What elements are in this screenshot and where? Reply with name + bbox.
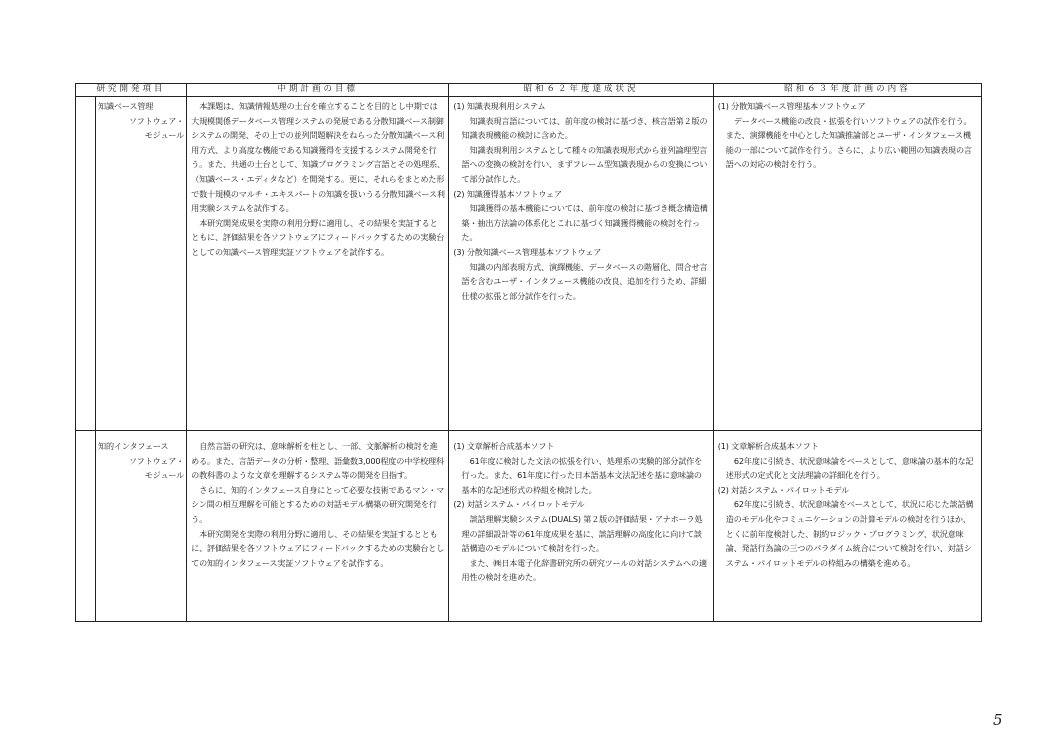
fy62-status-cell xyxy=(449,97,713,431)
research-item-line: ソフトウェア・ xyxy=(128,115,185,126)
research-plan-table xyxy=(75,83,982,622)
section-heading: (1) 分散知識ベース管理基本ソフトウェア xyxy=(717,101,866,111)
header-fy62-status: 昭和６２年度達成状況 xyxy=(449,84,713,97)
section-heading: (1) 文章解析合成基本ソフト xyxy=(717,441,819,451)
goal-paragraph: さらに、知的インタフェース自身にとって必要な技術であるマン・マシン間の相互理解を可能とするための対話モデル構築の研究開発を行う。 xyxy=(191,484,445,524)
header-midterm-goal: 中期計画の目標 xyxy=(187,84,449,97)
research-item-line: モジュール xyxy=(144,130,185,141)
section-heading: (2) 知識獲得基本ソフトウェア xyxy=(453,188,562,199)
table-header-row xyxy=(76,84,982,97)
header-fy63-plan: 昭和６３年度計画の内容 xyxy=(713,84,981,97)
research-item-line: モジュール xyxy=(144,470,185,481)
goal-paragraph: 本研究開発成果を実際の利用分野に適用し、その結果を実証するとともに、評価結果を各ソフトウェアにフィードバックするための実験台としての知識ベース管理実証ソフトウェアを試作する。 xyxy=(191,217,445,257)
section-paragraph: また、㈱日本電子化辞書研究所の研究ツールの対話システムへの適用性の検討を進めた。 xyxy=(461,557,707,583)
fy62-status-cell xyxy=(449,431,713,622)
section-heading: (1) 知識表現利用システム xyxy=(453,101,546,111)
fy63-plan-cell xyxy=(713,431,981,622)
research-item-cell xyxy=(96,431,187,622)
section-paragraph: 62年度に引続き、状況意味論をベースとして、状況に応じた談話構造のモデル化やコミュニケーションの計算モデルの検討を行うほか、とくに前年度検討した、制約ロジック・プログラミング、状況意味論、発話行為論の三つのパラダイム統合について検討を行い、対話システム・パイロットモデルの枠組みの構築を進める。 xyxy=(725,499,974,568)
goal-paragraph: 本課題は、知識情報処理の土台を確立することを目的とし中期では大規模関係データベース管理システムの発展である分散知識ベース制御システムの開発、その上での並列問題解決をねらった分散知識ベース利用方式、より高度な機能である知識獲得を支援するシステム開発を行う。また、共通の土台として、知識プログラミング言語とその処理系、（知識ベース・エディタなど）を開発する。更に、それらをまとめた形で数十規模のマルチ・エキスパートの知識を扱いうる分散知識ベース利用実験システムを試作する。 xyxy=(191,101,446,214)
section-heading: (3) 分散知識ベース管理基本ソフトウェア xyxy=(453,246,602,257)
research-item-line: 知的インタフェース xyxy=(98,441,169,451)
goal-paragraph: 自然言語の研究は、意味解析を柱とし、一部、文脈解析の検討を進める。また、言語データの分析・整理、語彙数3,000程度の中学校理科の教科書のような文章を理解するシステム等の開発を目指す。 xyxy=(191,441,444,481)
section-paragraph: 62年度に引続き、状況意味論をベースとして、意味論の基本的な記述形式の定式化と文法理論の詳細化を行う。 xyxy=(725,455,974,481)
page-number: 5 xyxy=(993,711,1003,729)
left-margin-cell xyxy=(76,431,96,622)
research-item-line: 知識ベース管理 xyxy=(98,101,154,111)
table-row xyxy=(76,431,982,622)
section-paragraph: 知識獲得の基本機能については、前年度の検討に基づき概念構造構築・抽出方法論の体系化とこれに基づく知識獲得機能の検討を行った。 xyxy=(461,203,708,243)
left-margin-cell xyxy=(76,97,96,431)
section-paragraph: データベース機能の改良・拡張を行いソフトウェアの試作を行う。また、演繹機能を中心とした知識推論部とユーザ・インタフェース機能の一部について試作を行う。さらに、より広い範囲の知識表現の言語への対応の検討を行う。 xyxy=(725,115,972,170)
fy63-plan-cell xyxy=(713,97,981,431)
section-paragraph: 知識表現言語については、前年度の検討に基づき、核言語第２版の知識表現機能の検討に含めた。 xyxy=(461,115,708,141)
section-heading: (2) 対話システム・パイロットモデル xyxy=(453,499,585,510)
section-heading: (1) 文章解析合成基本ソフト xyxy=(453,441,555,451)
research-item-cell xyxy=(96,97,187,431)
goal-paragraph: 本研究開発を実際の利用分野に適用し、その結果を実証するとともに、評価結果を各ソフトウェアにフィードバックするための実験台としての知的インタフェース実証ソフトウェアを試作する。 xyxy=(191,528,445,568)
section-paragraph: 知識の内部表現方式、演繹機能、データベースの階層化、問合せ言語を含むユーザ・インタフェース機能の改良、追加を行うため、詳細仕様の拡張と部分試作を行った。 xyxy=(461,261,708,301)
midterm-goal-cell xyxy=(187,97,449,431)
section-paragraph: 談話理解実験システム(DUALS) 第２版の評価結果・アナホーラ処理の詳細設計等の61年度成果を基に、談話理解の高度化に向けて談話構造のモデルについて検討を行った。 xyxy=(461,513,703,554)
section-paragraph: 61年度に検討した文法の拡張を行い、処理系の実験的部分試作を行った。また、61年度に行った日本語基本文法記述を基に意味論の基本的な記述形式の枠組を検討した。 xyxy=(461,455,703,495)
midterm-goal-cell xyxy=(187,431,449,622)
research-item-line: ソフトウェア・ xyxy=(128,455,185,466)
table-row xyxy=(76,97,982,431)
section-paragraph: 知識表現利用システムとして種々の知識表現形式から並列論理型言語への変換の検討を行い、まずフレーム型知識表現からの変換について部分試作した。 xyxy=(461,144,708,184)
section-heading: (2) 対話システム・パイロットモデル xyxy=(717,484,849,495)
header-research-item: 研究開発項目 xyxy=(76,84,187,97)
